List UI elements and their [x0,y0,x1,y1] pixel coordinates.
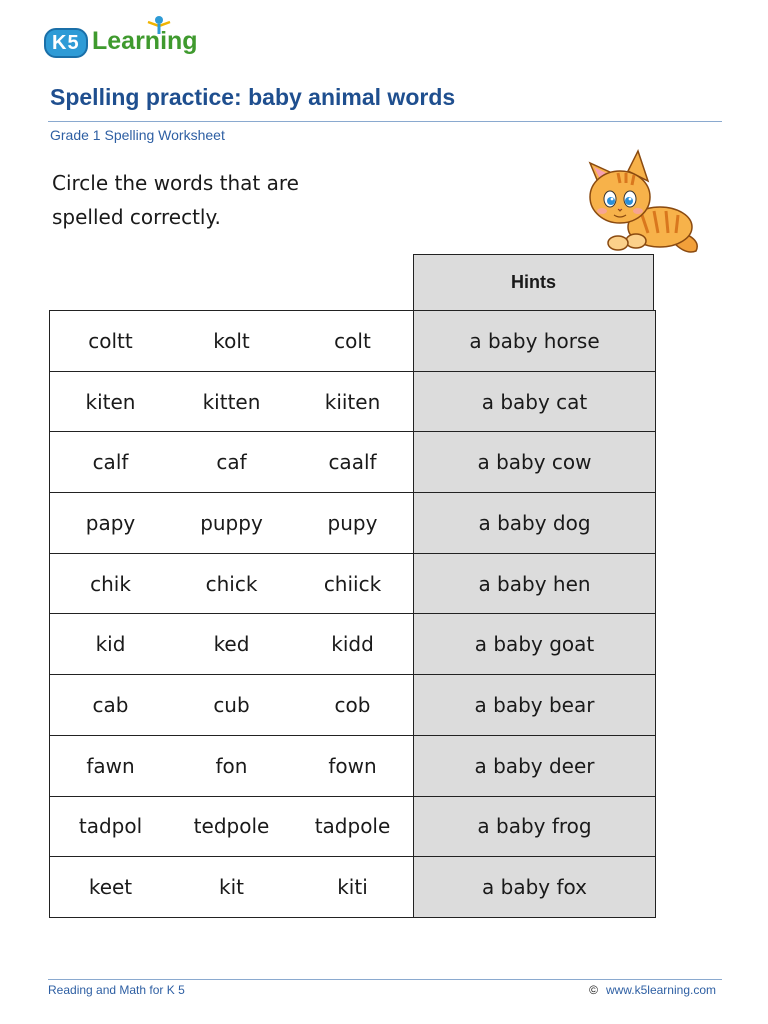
word-choice[interactable]: caf [171,432,292,493]
hint-cell: a baby cow [414,432,656,493]
word-choice[interactable]: chick [171,553,292,614]
word-choice[interactable]: cab [50,675,172,736]
worksheet-subtitle: Grade 1 Spelling Worksheet [50,127,225,143]
word-choice[interactable]: tedpole [171,796,292,857]
word-choice[interactable]: caalf [292,432,414,493]
word-choice[interactable]: kiten [50,371,172,432]
logo-wordmark: Learning [92,27,198,55]
word-choice[interactable]: papy [50,493,172,554]
hint-cell: a baby dog [414,493,656,554]
word-choice[interactable]: calf [50,432,172,493]
k5-learning-logo [44,18,224,62]
word-choice[interactable]: tadpole [292,796,414,857]
footer-divider [48,979,722,980]
page-title: Spelling practice: baby animal words [50,84,456,110]
word-choice[interactable]: kid [50,614,172,675]
header-divider [48,121,722,122]
word-choice[interactable]: kiti [292,857,414,918]
hint-cell: a baby bear [414,675,656,736]
table-row [50,311,656,372]
footer-url-link[interactable]: www.k5learning.com [605,983,716,997]
word-choice[interactable]: fon [171,735,292,796]
table-row [50,371,656,432]
instructions [52,166,382,234]
hint-cell: a baby hen [414,553,656,614]
word-choice[interactable]: chiick [292,553,414,614]
word-choice[interactable]: fown [292,735,414,796]
table-row [50,796,656,857]
table-row [50,614,656,675]
footer-url-block [589,982,716,998]
table-row [50,857,656,918]
word-choice[interactable]: fawn [50,735,172,796]
instruction-line-1: Circle the words that are [52,171,299,195]
word-choice[interactable]: puppy [171,493,292,554]
logo-k5-badge: K5 [44,28,88,58]
hint-cell: a baby goat [414,614,656,675]
kitten-illustration [578,143,710,261]
copyright-symbol: © [589,983,598,997]
table-row [50,553,656,614]
word-choice[interactable]: coltt [50,311,172,372]
table-row [50,493,656,554]
word-choice[interactable]: pupy [292,493,414,554]
word-choice[interactable]: keet [50,857,172,918]
word-choice[interactable]: kit [171,857,292,918]
word-choice[interactable]: chik [50,553,172,614]
word-choice[interactable]: kitten [171,371,292,432]
word-choice[interactable]: colt [292,311,414,372]
word-choice[interactable]: kidd [292,614,414,675]
spelling-table [49,310,656,918]
word-choice[interactable]: kiiten [292,371,414,432]
word-choice[interactable]: tadpol [50,796,172,857]
word-choice[interactable]: cob [292,675,414,736]
hint-cell: a baby cat [414,371,656,432]
hints-column-header: Hints [413,254,654,310]
hint-cell: a baby frog [414,796,656,857]
hint-cell: a baby horse [414,311,656,372]
logo-figure-icon [144,14,174,36]
instruction-line-2: spelled correctly. [52,205,221,229]
hint-cell: a baby deer [414,735,656,796]
word-choice[interactable]: ked [171,614,292,675]
table-row [50,675,656,736]
table-row [50,432,656,493]
hint-cell: a baby fox [414,857,656,918]
word-choice[interactable]: kolt [171,311,292,372]
footer-tagline: Reading and Math for K 5 [48,983,185,997]
table-row [50,735,656,796]
word-choice[interactable]: cub [171,675,292,736]
